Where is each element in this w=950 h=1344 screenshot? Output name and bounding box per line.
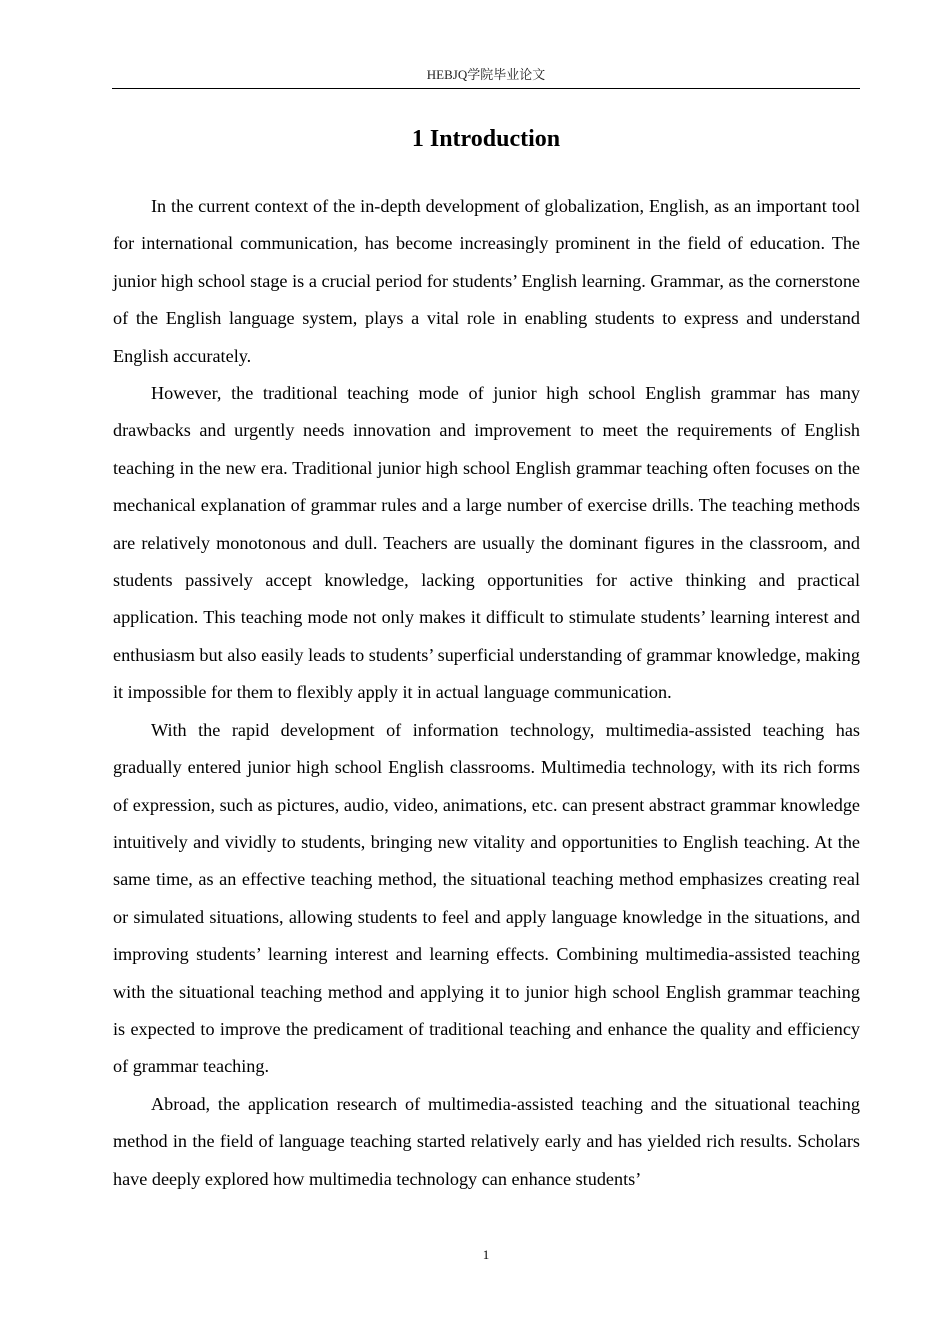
paragraph-4: Abroad, the application research of multimedia-assisted teaching and the situational teaching method in the field of language teaching started relatively early and has yielded rich results. Scholars have deeply explored how multimedia technology can enhance students’ bbox=[113, 1093, 860, 1189]
paragraph-3: With the rapid development of information technology, multimedia-assisted teaching has gradually entered junior high school English classrooms. Multimedia technology, with its rich forms of expression, such as pictures, audio, video, animations, etc. can present abstract grammar knowledge intuitively and vividly to students, bringing new vitality and opportunities to English teaching. At the same time, as an effective teaching method, the situational teaching method emphasizes creating real or simulated situations, allowing students to feel and apply language knowledge in the situations, and improving students’ learning interest and learning effects. Combining multimedia-assisted teaching with the situational teaching method and applying it to junior high school English grammar teaching is expected to improve the predicament of traditional teaching and enhance the quality and efficiency of grammar teaching. bbox=[113, 719, 860, 1077]
page-header: HEBJQ学院毕业论文 bbox=[112, 66, 860, 89]
body-text bbox=[113, 188, 860, 1198]
section-title: 1 Introduction bbox=[411, 126, 561, 152]
page-number: 1 bbox=[482, 1247, 490, 1262]
paragraph-1: In the current context of the in-depth development of globalization, English, as an important tool for international communication, has become increasingly prominent in the field of education. The junior high school stage is a crucial period for students’ English learning. Grammar, as the cornerstone of the English language system, plays a vital role in enabling students to express and understand English accurately. bbox=[113, 196, 860, 366]
paragraph-2: However, the traditional teaching mode of junior high school English grammar has many drawbacks and urgently needs innovation and improvement to meet the requirements of English teaching in the new era. Traditional junior high school English grammar teaching often focuses on the mechanical explanation of grammar rules and a large number of exercise drills. The teaching methods are relatively monotonous and dull. Teachers are usually the dominant figures in the classroom, and students passively accept knowledge, lacking opportunities for active thinking and practical application. This teaching mode not only makes it difficult to stimulate students’ learning interest and enthusiasm but also easily leads to students’ superficial understanding of grammar knowledge, making it impossible for them to flexibly apply it in actual language communication. bbox=[113, 383, 860, 703]
